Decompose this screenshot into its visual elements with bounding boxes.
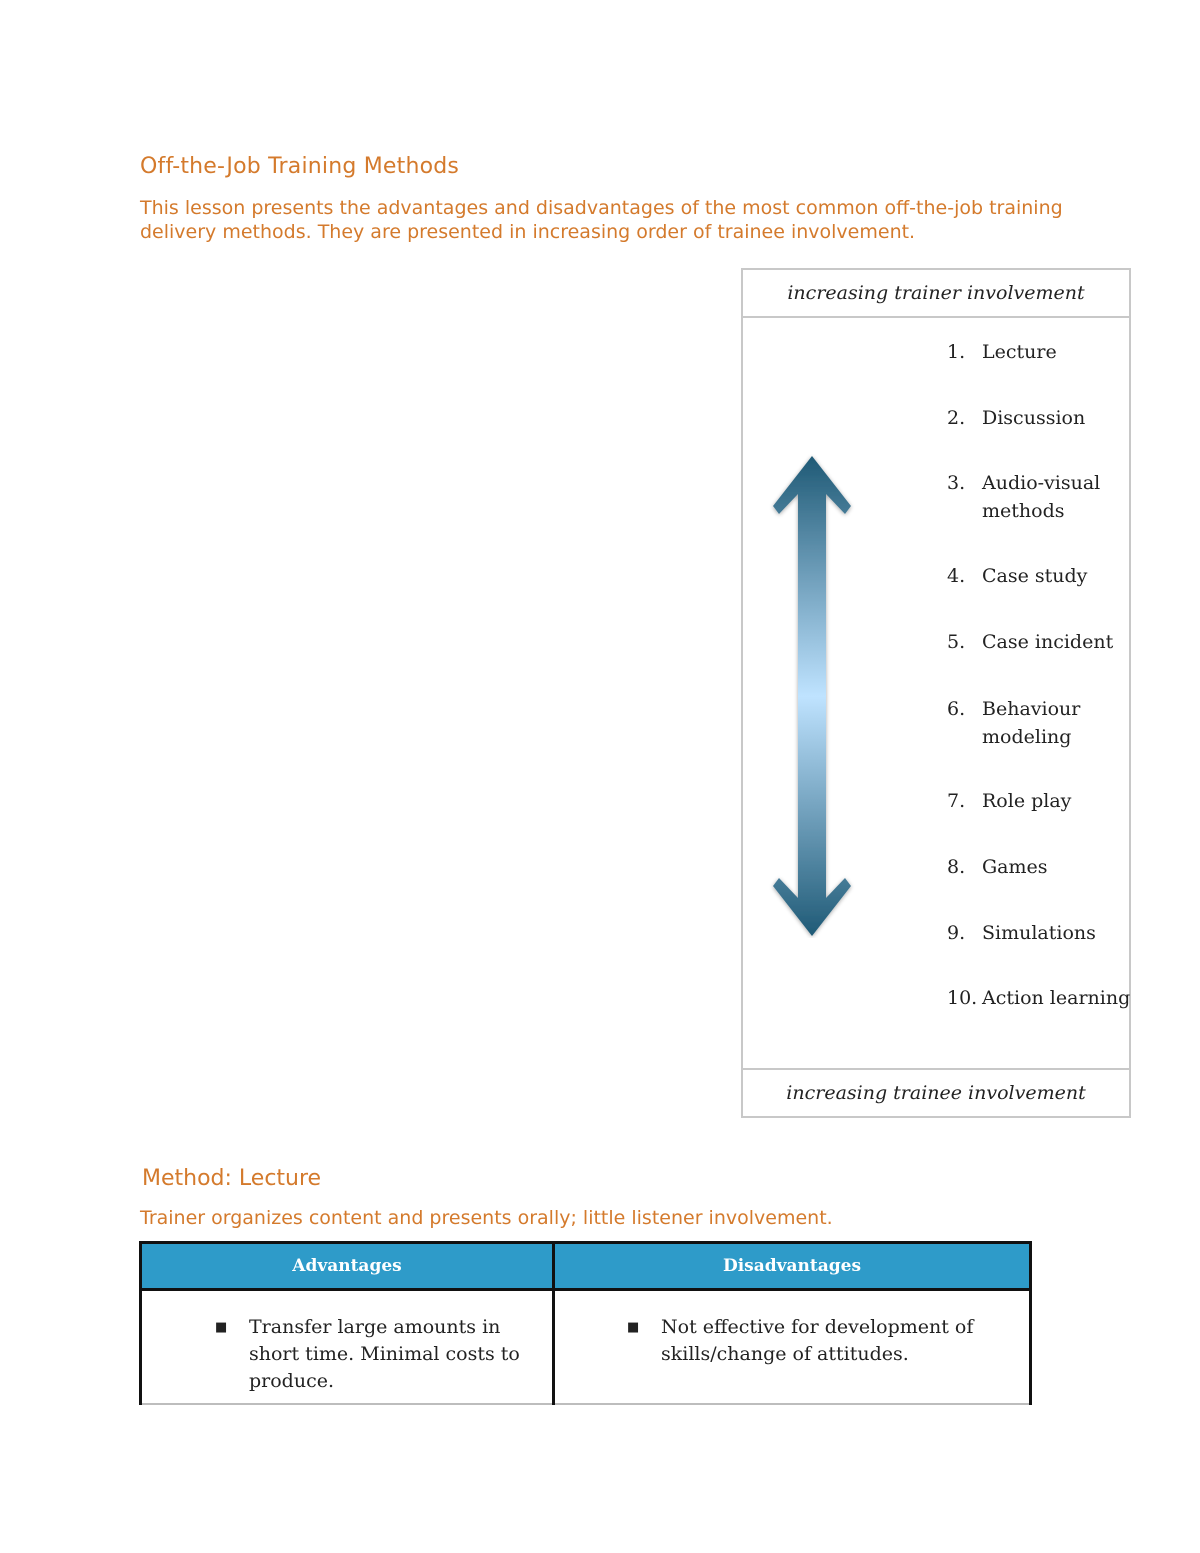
pros-cons-table <box>139 1241 1032 1405</box>
disadvantages-cell <box>554 1290 1031 1405</box>
trainer-involvement-label: increasing trainer involvement <box>743 270 1129 318</box>
advantage-item: ■ Transfer large amounts in short time. Minimal costs to produce. <box>215 1316 520 1392</box>
method-heading: Method: Lecture <box>142 1166 322 1191</box>
involvement-sidebar: increasing trainer involvement 1. Lecture 2. Discussion 3. Audio-visual methods 4. Case study 5. Case incident 6. Behaviour modeling 7. Role play 8. Games 9. Simulations 10. Action learning increasing trainee involvement <box>741 268 1131 1118</box>
advantages-header: Advantages <box>141 1243 554 1290</box>
disadvantage-item: ■ Not effective for development of skills/change of attitudes. <box>627 1316 974 1365</box>
bullet-icon: ■ <box>627 1320 640 1335</box>
bullet-icon: ■ <box>215 1320 228 1335</box>
disadvantages-header: Disadvantages <box>554 1243 1031 1290</box>
advantages-cell <box>141 1290 554 1405</box>
trainee-involvement-label: increasing trainee involvement <box>743 1068 1129 1116</box>
page-heading: Off-the-Job Training Methods <box>140 154 460 179</box>
intro-paragraph: This lesson presents the advantages and disadvantages of the most common off-the-job training delivery methods. They are presented in increasing order of trainee involvement. <box>140 197 1063 243</box>
double-arrow-icon <box>767 454 857 938</box>
method-description: Trainer organizes content and presents orally; little listener involvement. <box>140 1207 833 1229</box>
